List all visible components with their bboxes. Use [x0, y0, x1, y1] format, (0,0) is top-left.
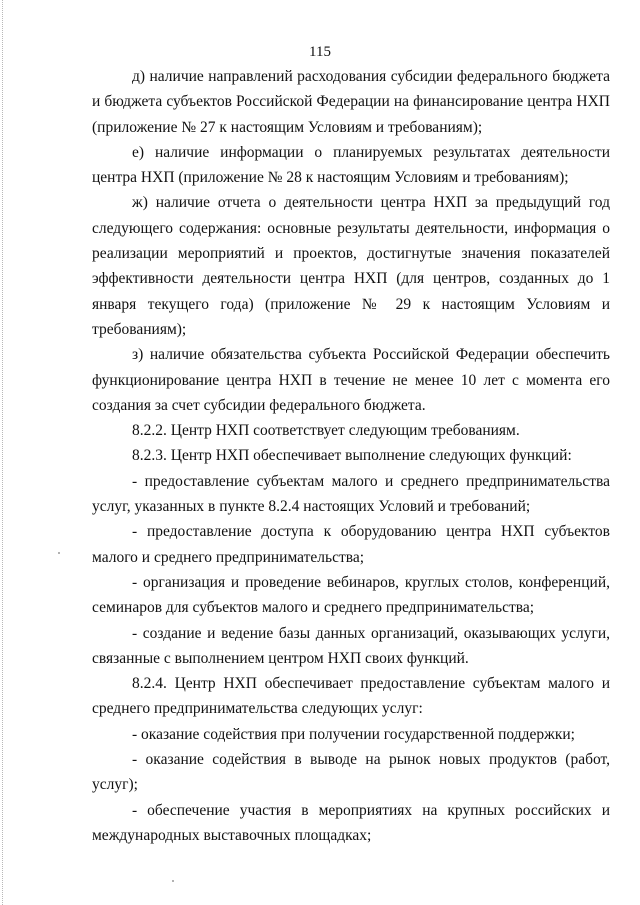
scan-speck — [172, 880, 174, 882]
scan-speck — [58, 552, 60, 554]
paragraph-zh: ж) наличие отчета о деятельности центра НХП за предыдущий год следующего содержания: основные результаты деятельности, информация о реализации мероприятий и проектов, достигнутые значения показателей эффективности деятельности центра НХП (для центров, созданных до 1 января текущего года) (приложение № 29 к настоящим Условиям и требованиям); — [92, 194, 610, 338]
paragraph-d: д) наличие направлений расходования субсидии федерального бюджета и бюджета субъектов Российской Федерации на финансирование центра НХП (приложение № 27 к настоящим Условиям и требованиям); — [92, 68, 610, 136]
list-item-service: - обеспечение участия в мероприятиях на крупных российских и международных выставочных площадках; — [92, 801, 610, 844]
paragraph-8-2-3: 8.2.3. Центр НХП обеспечивает выполнение следующих функций: — [132, 447, 572, 465]
paragraph-8-2-4: 8.2.4. Центр НХП обеспечивает предоставление субъектам малого и среднего предпринимательства следующих услуг: — [92, 675, 610, 718]
list-item-service: - оказание содействия при получении государственной поддержки; — [132, 725, 575, 743]
list-item-function: - предоставление доступа к оборудованию центра НХП субъектов малого и среднего предпринимательства; — [92, 523, 610, 566]
paragraph-8-2-2: 8.2.2. Центр НХП соответствует следующим требованиям. — [132, 422, 520, 440]
list-item-function: - предоставление субъектам малого и среднего предпринимательства услуг, указанных в пункте 8.2.4 настоящих Условий и требований; — [92, 472, 610, 516]
list-item-service: - оказание содействия в выводе на рынок новых продуктов (работ, услуг); — [92, 751, 610, 794]
list-item-function: - создание и ведение базы данных организаций, оказывающих услуги, связанные с выполнением центром НХП своих функций. — [92, 624, 610, 667]
scan-edge-line — [2, 0, 3, 905]
paragraph-z: з) наличие обязательства субъекта Российской Федерации обеспечить функционирование центра НХП в течение не менее 10 лет с момента его создания за счет субсидии федерального бюджета. — [92, 346, 610, 414]
list-item-function: - организация и проведение вебинаров, круглых столов, конференций, семинаров для субъектов малого и среднего предпринимательства; — [92, 573, 610, 617]
document-body — [92, 64, 610, 848]
paragraph-e: е) наличие информации о планируемых результатах деятельности центра НХП (приложение № 28 к настоящим Условиям и требованиям); — [92, 143, 610, 187]
page-number: 115 — [309, 44, 331, 60]
